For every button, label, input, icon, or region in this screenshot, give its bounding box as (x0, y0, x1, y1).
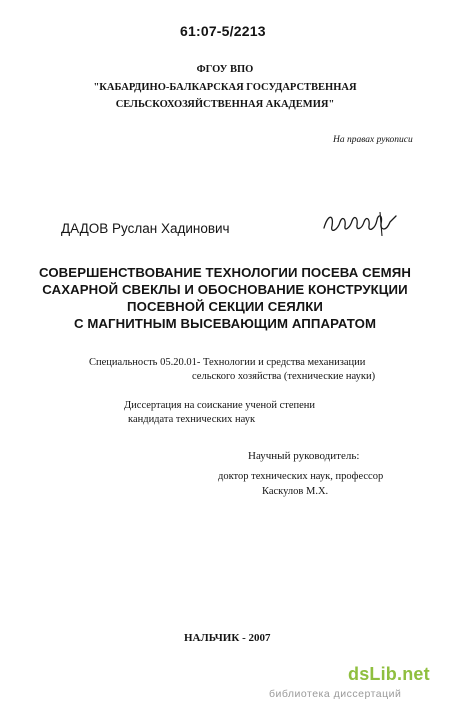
institution-line-1: ФГОУ ВПО (196, 64, 254, 75)
degree-line-1: Диссертация на соискание ученой степени (124, 400, 316, 411)
title-line-2: САХАРНОЙ СВЕКЛЫ И ОБОСНОВАНИЕ КОНСТРУКЦИИ (42, 282, 408, 297)
title-line-4: С МАГНИТНЫМ ВЫСЕВАЮЩИМ АППАРАТОМ (73, 316, 377, 331)
degree-line-2: кандидата технических наук (128, 414, 256, 425)
specialty-line-1: Специальность 05.20.01- Технологии и средства механизации (89, 357, 366, 368)
watermark-logo: dsLib.net (348, 664, 430, 684)
institution-line-3: СЕЛЬСКОХОЗЯЙСТВЕННАЯ АКАДЕМИЯ" (115, 99, 335, 110)
title-line-1: СОВЕРШЕНСТВОВАНИЕ ТЕХНОЛОГИИ ПОСЕВА СЕМЯН (39, 265, 411, 280)
city-year: НАЛЬЧИК - 2007 (184, 632, 271, 644)
specialty-line-2: сельского хозяйства (технические науки) (192, 371, 376, 382)
rights-note: На правах рукописи (333, 135, 413, 145)
shelfmark: 61:07-5/2213 (180, 23, 266, 39)
watermark-subtitle: библиотека диссертаций (269, 688, 402, 700)
supervisor-degree: доктор технических наук, профессор (218, 471, 384, 482)
title-line-3: ПОСЕВНОЙ СЕКЦИИ СЕЯЛКИ (127, 299, 323, 314)
institution-line-2: "КАБАРДИНО-БАЛКАРСКАЯ ГОСУДАРСТВЕННАЯ (93, 82, 357, 93)
author-name: ДАДОВ Руслан Хадинович (61, 221, 230, 236)
author-signature (320, 208, 400, 238)
supervisor-label: Научный руководитель: (248, 450, 360, 462)
supervisor-name: Каскулов М.Х. (262, 486, 329, 497)
